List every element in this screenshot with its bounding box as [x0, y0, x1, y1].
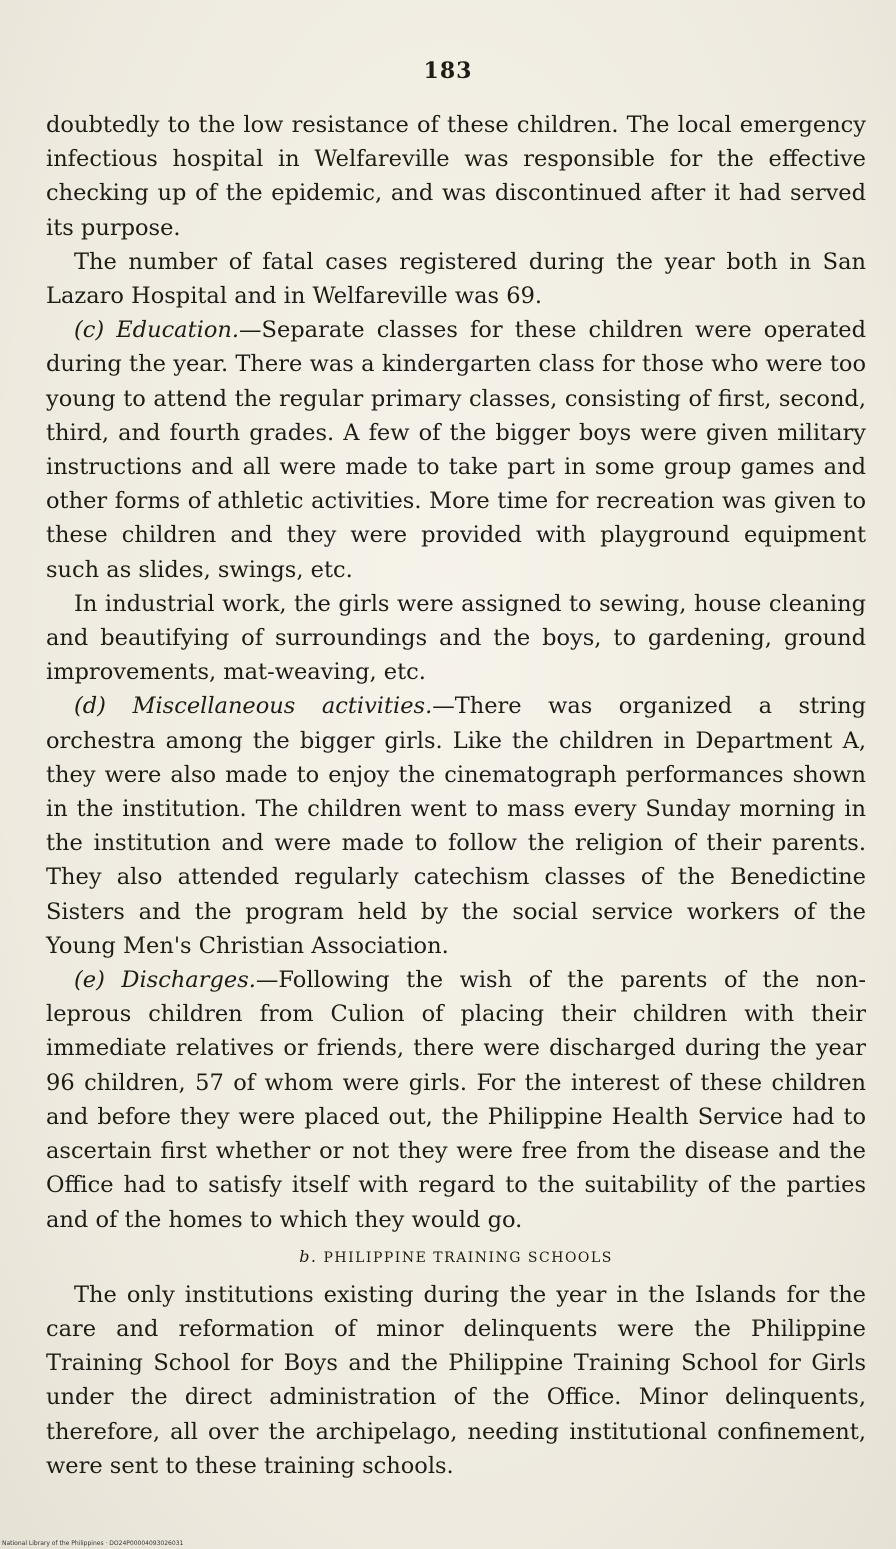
paragraph — [46, 313, 866, 587]
paragraph-text: The only institutions existing during the year in the Islands for the care and reformation of minor delinquents were the Philippine Training School for Boys and the Philippine Training School for Girls under the direct administration of the Office. Minor delinquents, therefore, all over the archipelago, needing institutional confinement, were sent to these training schools. — [46, 1281, 866, 1479]
paragraph-text: The number of fatal cases registered during the year both in San Lazaro Hospital and in Welfareville was 69. — [46, 248, 866, 310]
page-number: 183 — [423, 58, 473, 84]
footer-credit: National Library of the Philippines · DO24P00004093026031 — [2, 1540, 184, 1547]
paragraph-text: doubtedly to the low resistance of these children. The local emergency infectious hospital in Welfareville was responsible for the effective checking up of the epidemic, and was discontinued after it had served its purpose. — [46, 112, 866, 241]
paragraph-text: —Following the wish of the parents of the non-leprous children from Culion of placing their children with their immediate relatives or friends, there were discharged during the year 96 children, 57 of whom were girls. For the interest of these children and before they were placed out, the Philippine Health Service had to ascertain first whether or not they were free from the disease and the Office had to satisfy itself with regard to the suitability of the parties and of the homes to which they would go. — [46, 967, 866, 1233]
paragraph — [46, 963, 866, 1237]
body-text — [46, 108, 866, 1483]
paragraph-label: (c) Education. — [74, 317, 240, 344]
section-title: PHILIPPINE TRAINING SCHOOLS — [323, 1249, 613, 1266]
paragraph — [46, 587, 866, 690]
paragraph — [46, 1278, 866, 1483]
paragraph-text: In industrial work, the girls were assigned to sewing, house cleaning and beautifying of surroundings and the boys, to gardening, ground improvements, mat-weaving, etc. — [46, 590, 866, 686]
section-letter: b. — [299, 1246, 318, 1266]
paragraph-label: (e) Discharges. — [74, 967, 256, 994]
paragraph — [46, 689, 866, 963]
section-heading — [46, 1243, 866, 1272]
paragraph-text: —There was organized a string orchestra among the bigger girls. Like the children in Department A, they were also made to enjoy the cinematograph performances shown in the institution. The children went to mass every Sunday morning in the institution and were made to follow the religion of their parents. They also attended regularly catechism classes of the Benedictine Sisters and the program held by the social service workers of the Young Men's Christian Association. — [46, 693, 866, 959]
paragraph — [46, 108, 866, 245]
paragraph-label: (d) Miscellaneous activities. — [74, 693, 433, 720]
paragraph — [46, 245, 866, 313]
paragraph-text: —Separate classes for these children were operated during the year. There was a kindergarten class for those who were too young to attend the regular primary classes, consisting of first, second, third, and fourth grades. A few of the bigger boys were given military instructions and all were made to take part in some group games and other forms of athletic activities. More time for recreation was given to these children and they were provided with playground equipment such as slides, swings, etc. — [46, 317, 866, 583]
